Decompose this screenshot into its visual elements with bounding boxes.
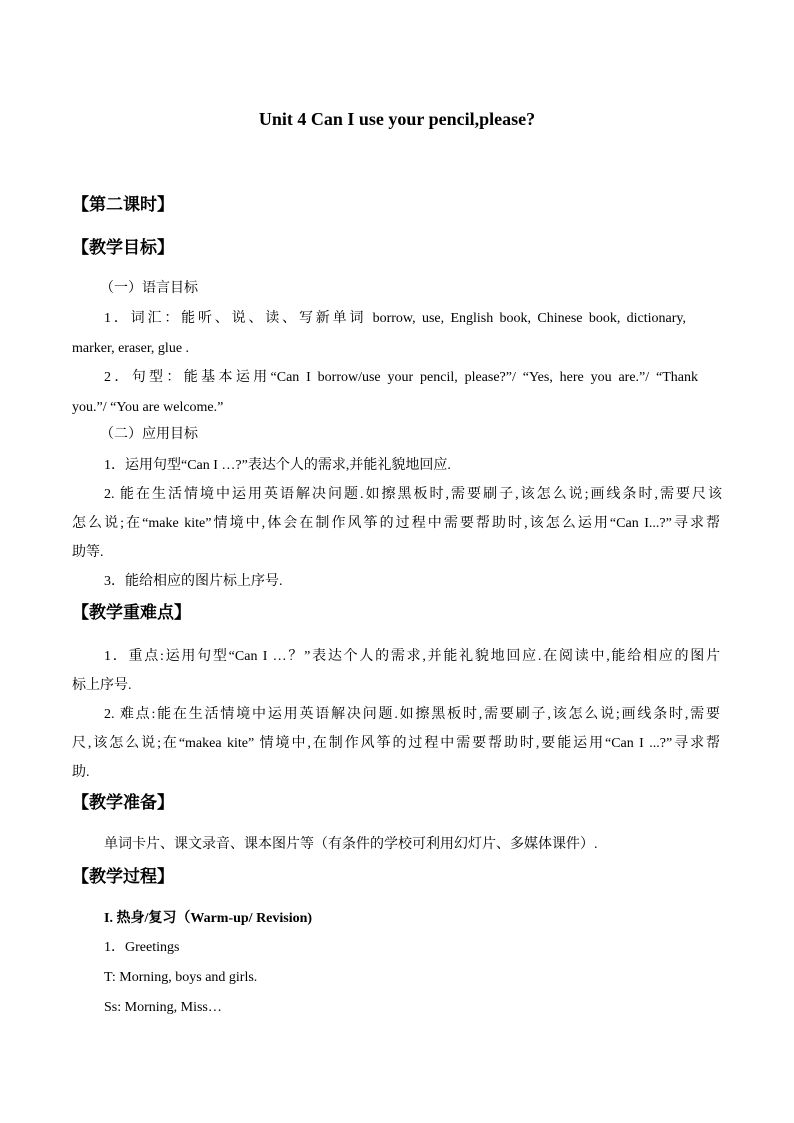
document-title: Unit 4 Can I use your pencil,please? <box>258 109 536 129</box>
greetings-label: 1．Greetings <box>104 940 180 955</box>
key-point-1-line-2: 标上序号. <box>72 678 132 693</box>
language-goals-label: （一）语言目标 <box>100 281 198 296</box>
students-line: Ss: Morning, Miss… <box>104 1000 222 1015</box>
application-item-2-line-3: 助等. <box>72 545 104 560</box>
application-item-1: 1．运用句型“Can I …?”表达个人的需求,并能礼貌地回应. <box>104 458 451 473</box>
process-heading: 【教学过程】 <box>72 867 174 887</box>
key-point-2-line-2: 尺,该怎么说;在“makea kite” 情境中,在制作风筝的过程中需要帮助时,要能运用“Can I ...?”寻求帮 <box>72 736 720 751</box>
vocab-line-2: marker, eraser, glue . <box>72 341 190 356</box>
preparation-text: 单词卡片、课文录音、课本图片等（有条件的学校可利用幻灯片、多媒体课件）. <box>104 837 598 852</box>
application-item-2-line-1: 2. 能在生活情境中运用英语解决问题.如擦黑板时,需要刷子,该怎么说;画线条时,需要尺该 <box>104 487 722 502</box>
application-item-2-line-2: 怎么说;在“make kite”情境中,体会在制作风筝的过程中需要帮助时,该怎么运用“Can I...?”寻求帮 <box>72 516 720 531</box>
key-point-2-line-3: 助. <box>72 765 90 780</box>
key-points-heading: 【教学重难点】 <box>72 603 191 623</box>
objectives-heading: 【教学目标】 <box>72 238 174 258</box>
application-goals-label: （二）应用目标 <box>100 427 198 442</box>
pattern-line-2: you.”/ “You are welcome.” <box>72 400 224 415</box>
process-step-1: I. 热身/复习（Warm-up/ Revision) <box>104 911 313 926</box>
lesson-label: 【第二课时】 <box>72 195 174 215</box>
preparation-heading: 【教学准备】 <box>72 793 174 813</box>
pattern-line-1: 2．句型：能基本运用“Can I borrow/use your pencil, please?”/ “Yes, here you are.”/ “Thank <box>104 370 698 385</box>
application-item-3: 3．能给相应的图片标上序号. <box>104 574 283 589</box>
key-point-2-line-1: 2. 难点:能在生活情境中运用英语解决问题.如擦黑板时,需要刷子,该怎么说;画线条时,需要 <box>104 707 720 722</box>
key-point-1-line-1: 1．重点:运用句型“Can I …？”表达个人的需求,并能礼貌地回应.在阅读中,能给相应的图片 <box>104 649 720 664</box>
teacher-line: T: Morning, boys and girls. <box>104 970 258 985</box>
vocab-line-1: 1．词汇：能听、说、读、写新单词 borrow, use, English book, Chinese book, dictionary, <box>104 311 686 326</box>
